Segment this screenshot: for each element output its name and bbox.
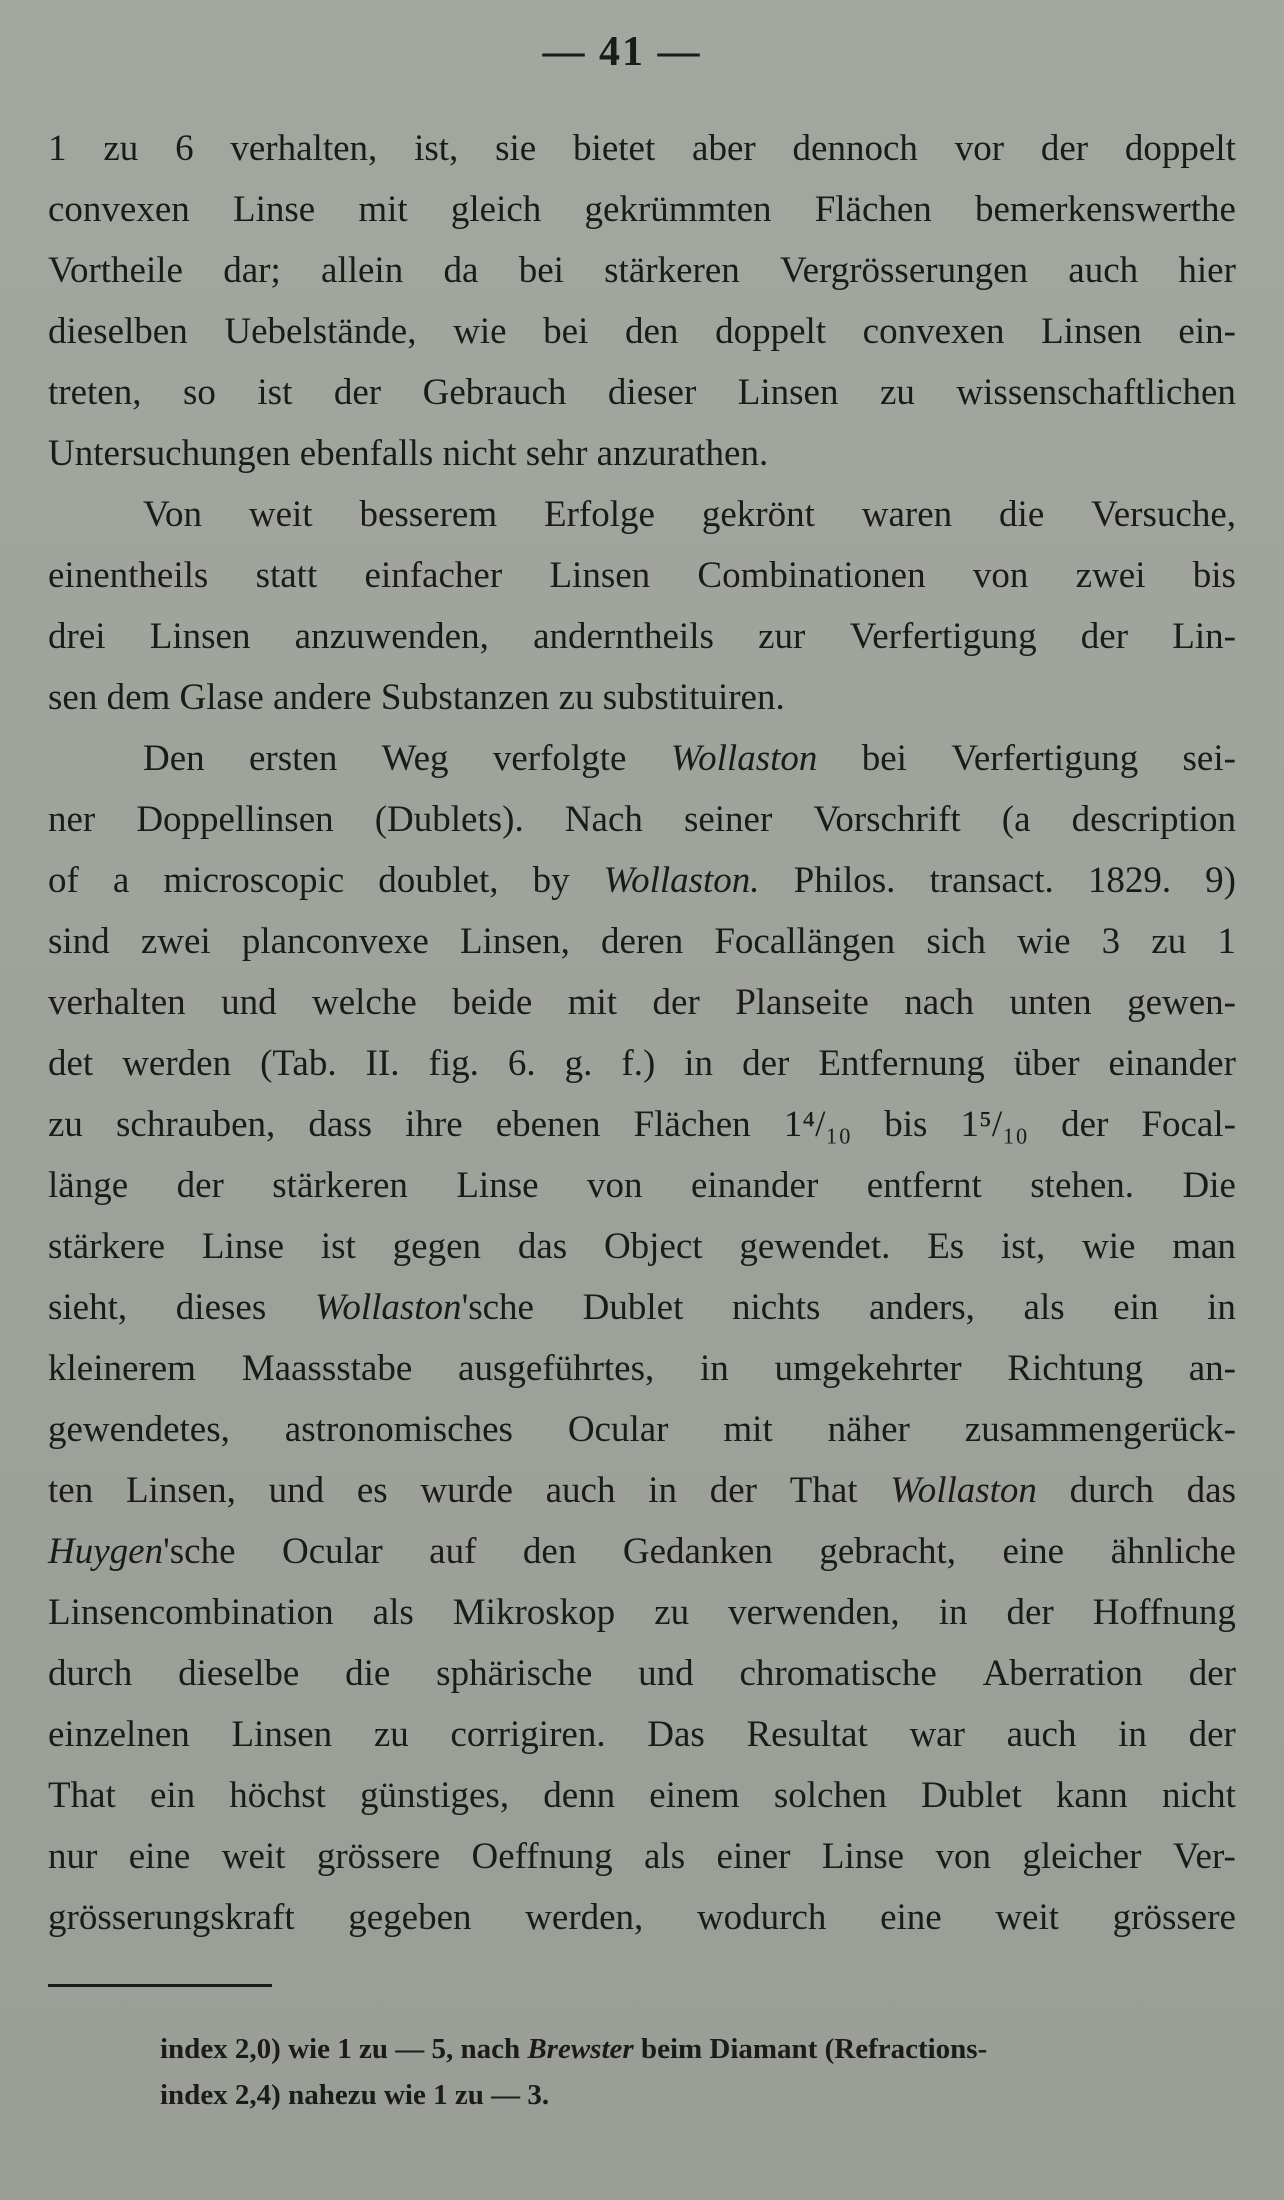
word: der	[1080, 616, 1129, 657]
word: Focallängen	[714, 921, 896, 962]
word: verhalten	[48, 982, 186, 1023]
word: ausgeführtes,	[458, 1348, 655, 1389]
word: beide	[452, 982, 533, 1023]
word: Verfertigung	[849, 616, 1037, 657]
text-line	[48, 118, 1236, 179]
word: sich	[926, 921, 986, 962]
word: gleich	[450, 189, 542, 230]
word: transact.	[929, 860, 1054, 901]
word: Entfernung	[818, 1043, 985, 1084]
word: That	[48, 1775, 116, 1816]
word: Linsen	[737, 372, 839, 413]
word: ein	[149, 1775, 196, 1816]
word: (Dublets).	[374, 799, 524, 840]
word: gekrönt	[701, 494, 815, 535]
word: det	[48, 1043, 94, 1084]
text-line	[48, 484, 1236, 545]
word: unten	[1009, 982, 1092, 1023]
word: kleinerem	[48, 1348, 196, 1389]
word: Linsen,	[459, 921, 570, 962]
word: wie	[453, 311, 507, 352]
text-line	[48, 1887, 1236, 1948]
word: einzelnen	[48, 1714, 190, 1755]
word: ebenen	[495, 1104, 601, 1145]
word: stärkeren	[604, 250, 740, 291]
word: Flächen	[814, 189, 932, 230]
word: zwei	[140, 921, 211, 962]
word: höchst	[229, 1775, 326, 1816]
text-line	[48, 1094, 1236, 1155]
word: der	[1006, 1592, 1054, 1633]
word: ein-	[1178, 311, 1236, 352]
text-line	[48, 972, 1236, 1033]
word: Den	[143, 738, 205, 779]
word: nur	[48, 1836, 98, 1877]
word: zur	[758, 616, 806, 657]
word: 1	[48, 128, 67, 169]
word: der	[176, 1165, 224, 1206]
word: der	[1040, 128, 1089, 169]
word: Aberration	[982, 1653, 1143, 1694]
word: stärkeren	[272, 1165, 408, 1206]
word: verwenden,	[728, 1592, 900, 1633]
text-line	[48, 1765, 1236, 1826]
word: gekrümmten	[584, 189, 772, 230]
word: sphärische	[436, 1653, 593, 1694]
word: weit	[995, 1897, 1060, 1938]
text-line	[48, 911, 1236, 972]
word: das	[1186, 1470, 1236, 1511]
word: Nach	[564, 799, 643, 840]
word: Dublet	[921, 1775, 1022, 1816]
word: und	[268, 1470, 325, 1511]
word: in	[938, 1592, 968, 1633]
word: werden,	[525, 1897, 644, 1938]
word: die	[345, 1653, 391, 1694]
word: anderntheils	[533, 616, 714, 657]
word: 1⁵/₁₀	[960, 1104, 1029, 1145]
word: einentheils	[48, 555, 209, 596]
word: der	[1188, 1714, 1236, 1755]
word: und	[638, 1653, 694, 1694]
word: wissenschaftlichen	[956, 372, 1236, 413]
word: Object	[603, 1226, 703, 1267]
word: grösserungskraft	[48, 1897, 295, 1938]
text-line	[48, 850, 1236, 911]
word: sieht,	[48, 1287, 128, 1328]
word: a	[112, 860, 130, 901]
word: Das	[647, 1714, 705, 1755]
text-line	[48, 1704, 1236, 1765]
word: eine	[1002, 1531, 1065, 1572]
word: ten	[48, 1470, 94, 1511]
word: bis	[1192, 555, 1236, 596]
word: nach	[904, 982, 975, 1023]
word: gebracht,	[819, 1531, 956, 1572]
word: war	[909, 1714, 965, 1755]
word: Linse	[201, 1226, 285, 1267]
word: wie	[1017, 921, 1071, 962]
word: von	[972, 555, 1029, 596]
word: dieselben	[48, 311, 188, 352]
word: stärkere	[48, 1226, 166, 1267]
text-line	[48, 1643, 1236, 1704]
word: der	[333, 372, 382, 413]
word: Vorschrift	[813, 799, 961, 840]
word: als	[644, 1836, 686, 1877]
word: solchen	[773, 1775, 887, 1816]
word: 9)	[1205, 860, 1236, 901]
text-line	[48, 179, 1236, 240]
word: (a	[1001, 799, 1031, 840]
word: zu	[1151, 921, 1187, 962]
word: convexen	[862, 311, 1005, 352]
word: länge	[48, 1165, 129, 1206]
word: entfernt	[866, 1165, 982, 1206]
word: Verfertigung	[951, 738, 1139, 779]
word: günstiges,	[360, 1775, 510, 1816]
word: Linsen,	[125, 1470, 236, 1511]
word: II.	[365, 1043, 400, 1084]
word: bemerkenswerthe	[975, 189, 1236, 230]
word: umgekehrter	[774, 1348, 962, 1389]
word: Focal-	[1141, 1104, 1236, 1145]
word: sie	[495, 128, 537, 169]
text-line: sen dem Glase andere Substanzen zu substituiren.	[48, 677, 785, 718]
word: Vergrösserungen	[780, 250, 1028, 291]
text-line	[48, 1033, 1236, 1094]
word: ist,	[414, 128, 459, 169]
word: Linsencombination	[48, 1592, 334, 1633]
text-line	[48, 1216, 1236, 1277]
word: convexen	[48, 189, 190, 230]
word: zusammengerück-	[964, 1409, 1236, 1450]
word: wodurch	[696, 1897, 827, 1938]
word: an-	[1188, 1348, 1236, 1389]
word: Dublet	[582, 1287, 684, 1328]
text-line	[48, 362, 1236, 423]
word: einander	[1108, 1043, 1236, 1084]
word: denn	[543, 1775, 616, 1816]
word: einander	[690, 1165, 819, 1206]
word: f.)	[621, 1043, 656, 1084]
word: ist,	[1000, 1226, 1046, 1267]
word: statt	[255, 555, 318, 596]
word: ner	[48, 799, 96, 840]
word: Linsen	[149, 616, 251, 657]
word: gewen-	[1127, 982, 1236, 1023]
word: dieses	[175, 1287, 267, 1328]
word: Maassstabe	[241, 1348, 413, 1389]
word: treten,	[48, 372, 142, 413]
word: gewendet.	[739, 1226, 891, 1267]
word: durch	[48, 1653, 133, 1694]
word: man	[1172, 1226, 1236, 1267]
word: zu	[879, 372, 915, 413]
word: über	[1013, 1043, 1080, 1084]
word: gleicher	[1022, 1836, 1142, 1877]
word: auch	[1006, 1714, 1077, 1755]
word: sei-	[1182, 738, 1236, 779]
word: es	[356, 1470, 388, 1511]
text-line: Untersuchungen ebenfalls nicht sehr anzurathen.	[48, 433, 769, 474]
word: mit	[358, 189, 408, 230]
word: Mikroskop	[452, 1592, 616, 1633]
word: dass	[308, 1104, 373, 1145]
word: waren	[861, 494, 953, 535]
word: der	[652, 982, 700, 1023]
word: in	[1118, 1714, 1147, 1755]
word: Linse	[821, 1836, 905, 1877]
word: in	[648, 1470, 677, 1511]
word: von	[935, 1836, 991, 1877]
text-line	[48, 1155, 1236, 1216]
text-line	[48, 240, 1236, 301]
word: schrauben,	[116, 1104, 276, 1145]
word: Die	[1182, 1165, 1236, 1206]
word: anders,	[869, 1287, 975, 1328]
word: die	[999, 494, 1045, 535]
word: Es	[927, 1226, 965, 1267]
word: einfacher	[364, 555, 503, 596]
word: Combinationen	[697, 555, 926, 596]
word: Weg	[381, 738, 449, 779]
word: by	[532, 860, 570, 901]
word: Ver-	[1172, 1836, 1236, 1877]
footnote-line: index 2,0) wie 1 zu — 5, nach Brewster beim Diamant (Refractions-	[160, 2033, 988, 2065]
word: nicht	[1161, 1775, 1236, 1816]
word: Hoffnung	[1092, 1592, 1236, 1633]
word: das	[517, 1226, 568, 1267]
word: bei	[861, 738, 907, 779]
word: näher	[827, 1409, 910, 1450]
word: einer	[716, 1836, 791, 1877]
word: Oeffnung	[471, 1836, 613, 1877]
word: als	[1023, 1287, 1065, 1328]
text-line	[48, 728, 1236, 789]
word: wie	[1082, 1226, 1136, 1267]
word: Planseite	[735, 982, 869, 1023]
word: zwei	[1075, 555, 1146, 596]
word: fig.	[428, 1043, 479, 1084]
word: kann	[1055, 1775, 1128, 1816]
word: von	[586, 1165, 643, 1206]
word: g.	[564, 1043, 593, 1084]
word: Uebelstände,	[224, 311, 417, 352]
word: allein	[321, 250, 404, 291]
word: Linsen	[549, 555, 651, 596]
word: durch	[1069, 1470, 1154, 1511]
word: 1⁴/₁₀	[783, 1104, 852, 1145]
word: Versuche,	[1091, 494, 1236, 535]
word: besserem	[359, 494, 498, 535]
word: bis	[884, 1104, 928, 1145]
word: nichts	[732, 1287, 821, 1328]
word: ihre	[405, 1104, 463, 1145]
word: welche	[312, 982, 417, 1023]
word: stehen.	[1030, 1165, 1135, 1206]
word: weit	[248, 494, 313, 535]
word: gegeben	[348, 1897, 472, 1938]
word: anzuwenden,	[294, 616, 489, 657]
page-number: — 41 —	[542, 29, 702, 75]
word: der	[709, 1470, 757, 1511]
word: planconvexe	[241, 921, 429, 962]
word: Ocular	[567, 1409, 669, 1450]
word: bei	[543, 311, 589, 352]
word: drei	[48, 616, 106, 657]
word: werden	[122, 1043, 232, 1084]
word: weit	[221, 1836, 286, 1877]
word: eine	[880, 1897, 942, 1938]
word: corrigiren.	[450, 1714, 606, 1755]
word: astronomisches	[284, 1409, 513, 1450]
word: den	[522, 1531, 577, 1572]
word: so	[182, 372, 216, 413]
word: mit	[567, 982, 618, 1023]
word: Doppellinsen	[136, 799, 334, 840]
word: ein	[1113, 1287, 1159, 1328]
word: vor	[954, 128, 1005, 169]
word: 6.	[507, 1043, 536, 1084]
text-line	[48, 606, 1236, 667]
word: und	[221, 982, 277, 1023]
word: 1829.	[1087, 860, 1172, 901]
word: dieser	[607, 372, 697, 413]
word: in	[1207, 1287, 1236, 1328]
word: auf	[429, 1531, 477, 1572]
text-line	[48, 1582, 1236, 1643]
word: in	[684, 1043, 714, 1084]
word: grössere	[1112, 1897, 1236, 1938]
word: That	[789, 1470, 858, 1511]
word: Huygen'sche	[48, 1531, 236, 1572]
footnote-line: index 2,4) nahezu wie 1 zu — 3.	[160, 2079, 550, 2111]
word: auch	[545, 1470, 616, 1511]
word: sind	[48, 921, 110, 962]
word: doppelt	[1124, 128, 1236, 169]
word: bei	[518, 250, 564, 291]
word: deren	[601, 921, 684, 962]
word: Ocular	[282, 1531, 383, 1572]
word: description	[1071, 799, 1236, 840]
text-line	[48, 789, 1236, 850]
word: Linsen	[1041, 311, 1142, 352]
word: zu	[48, 1104, 83, 1145]
word: einem	[649, 1775, 740, 1816]
word: grössere	[316, 1836, 441, 1877]
word: der	[1061, 1104, 1109, 1145]
word: (Tab.	[260, 1043, 337, 1084]
text-line	[48, 1460, 1236, 1521]
word: eine	[128, 1836, 191, 1877]
word: ersten	[248, 738, 338, 779]
word: gewendetes,	[48, 1409, 230, 1450]
word: Vortheile	[48, 250, 183, 291]
word: microscopic	[163, 860, 345, 901]
text-line	[48, 1399, 1236, 1460]
word: Richtung	[1007, 1348, 1143, 1389]
word: Wollaston	[670, 738, 818, 779]
word: of	[48, 860, 79, 901]
word: ist	[320, 1226, 356, 1267]
word: doppelt	[715, 311, 827, 352]
word: Resultat	[746, 1714, 868, 1755]
word: zu	[103, 128, 139, 169]
word: Linse	[456, 1165, 539, 1206]
word: der	[742, 1043, 790, 1084]
word: ähnliche	[1110, 1531, 1236, 1572]
text-line	[48, 1826, 1236, 1887]
word: dieselbe	[178, 1653, 300, 1694]
word: verhalten,	[230, 128, 378, 169]
word: den	[625, 311, 679, 352]
word: seiner	[683, 799, 773, 840]
footnote-rule	[48, 1984, 272, 1987]
word: Linse	[232, 189, 316, 230]
word: auch	[1068, 250, 1139, 291]
text-line	[48, 545, 1236, 606]
word: chromatische	[739, 1653, 937, 1694]
word: Philos.	[793, 860, 896, 901]
word: gegen	[392, 1226, 482, 1267]
text-line	[48, 1277, 1236, 1338]
word: wurde	[420, 1470, 513, 1511]
word: Wollaston.	[603, 860, 760, 901]
word: hier	[1178, 250, 1236, 291]
word: Wollaston'sche	[314, 1287, 534, 1328]
word: da	[443, 250, 479, 291]
text-line	[48, 1521, 1236, 1582]
word: Gebrauch	[422, 372, 567, 413]
word: 6	[175, 128, 194, 169]
word: in	[700, 1348, 729, 1389]
word: verfolgte	[492, 738, 627, 779]
word: aber	[692, 128, 756, 169]
text-line	[48, 301, 1236, 362]
word: doublet,	[378, 860, 499, 901]
word: dar;	[223, 250, 281, 291]
word: ist	[257, 372, 293, 413]
word: dennoch	[792, 128, 918, 169]
word: Wollaston	[890, 1470, 1037, 1511]
word: zu	[373, 1714, 409, 1755]
word: mit	[723, 1409, 773, 1450]
word: Gedanken	[622, 1531, 773, 1572]
word: zu	[654, 1592, 690, 1633]
word: Lin-	[1172, 616, 1236, 657]
word: Linsen	[231, 1714, 333, 1755]
word: Flächen	[633, 1104, 751, 1145]
word: Von	[143, 494, 202, 535]
body-text	[48, 118, 1236, 1948]
word: 3	[1101, 921, 1121, 962]
text-line	[48, 1338, 1236, 1399]
word: Erfolge	[544, 494, 655, 535]
word: der	[1188, 1653, 1236, 1694]
word: als	[372, 1592, 414, 1633]
word: bietet	[573, 128, 656, 169]
word: 1	[1217, 921, 1236, 962]
footnotes	[160, 2026, 1240, 2118]
